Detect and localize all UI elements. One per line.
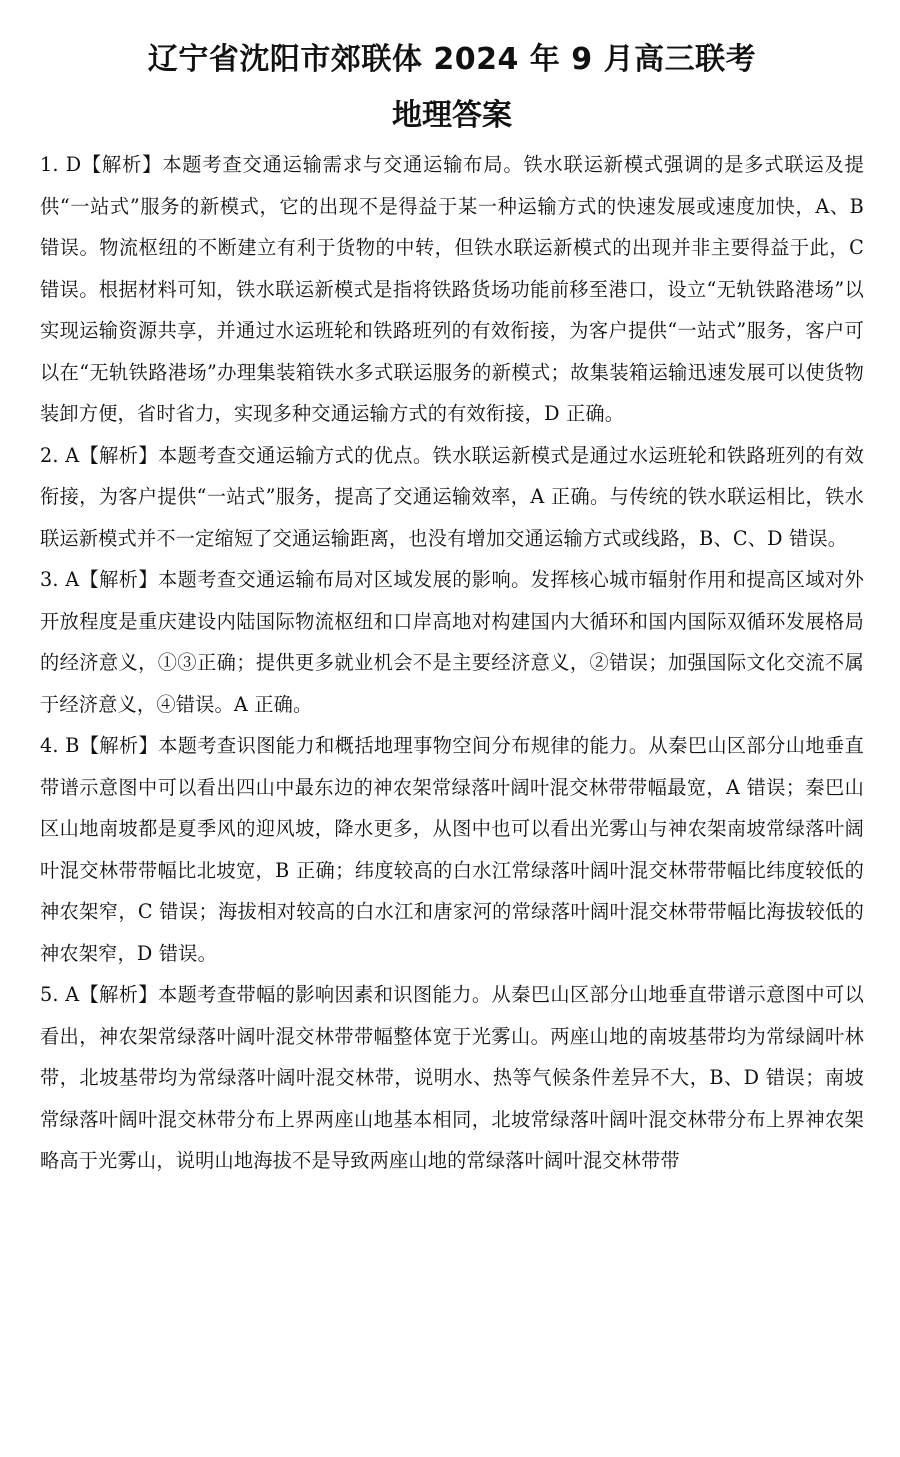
answer-item-3: 3. A【解析】本题考查交通运输布局对区域发展的影响。发挥核心城市辐射作用和提高区域对外开放程度是重庆建设内陆国际物流枢纽和口岸高地对构建国内大循环和国内国际双循环发展格局的经济意义，①③正确；提供更多就业机会不是主要经济意义，②错误；加强国际文化交流不属于经济意义，④错误。A 正确。 — [40, 568, 864, 716]
answer-item-1: 1. D【解析】本题考查交通运输需求与交通运输布局。铁水联运新模式强调的是多式联运及提供“一站式”服务的新模式，它的出现不是得益于某一种运输方式的快速发展或速度加快，A、B 错误。物流枢纽的不断建立有利于货物的中转，但铁水联运新模式的出现并非主要得益于此，C 错误。根据材料可知，铁水联运新模式是指将铁路货场功能前移至港口，设立“无轨铁路港场”以实现运输资源共享，并通过水运班轮和铁路班列的有效衔接，为客户提供“一站式”服务，客户可以在“无轨铁路港场”办理集装箱铁水多式联运服务的新模式；故集装箱运输迅速发展可以使货物装卸方便，省时省力，实现多种交通运输方式的有效衔接，D 正确。 — [40, 153, 864, 425]
answer-item-4: 4. B【解析】本题考查识图能力和概括地理事物空间分布规律的能力。从秦巴山区部分山地垂直带谱示意图中可以看出四山中最东边的神农架常绿落叶阔叶混交林带带幅最宽，A 错误；秦巴山区山地南坡都是夏季风的迎风坡，降水更多，从图中也可以看出光雾山与神农架南坡常绿落叶阔叶混交林带带幅比北坡宽，B 正确；纬度较高的白水江常绿落叶阔叶混交林带带幅比纬度较低的神农架窄，C 错误；海拔相对较高的白水江和唐家河的常绿落叶阔叶混交林带带幅比海拔较低的神农架窄，D 错误。 — [40, 734, 864, 965]
document-title: 辽宁省沈阳市郊联体 2024 年 9 月高三联考 — [147, 42, 757, 77]
answer-item-5: 5. A【解析】本题考查带幅的影响因素和识图能力。从秦巴山区部分山地垂直带谱示意图中可以看出，神农架常绿落叶阔叶混交林带带幅整体宽于光雾山。两座山地的南坡基带均为常绿阔叶林带，北坡基带均为常绿落叶阔叶混交林带，说明水、热等气候条件差异不大，B、D 错误；南坡常绿落叶阔叶混交林带分布上界两座山地基本相同，北坡常绿落叶阔叶混交林带分布上界神农架略高于光雾山，说明山地海拔不是导致两座山地的常绿落叶阔叶混交林带带 — [40, 983, 864, 1172]
document-subtitle: 地理答案 — [392, 98, 512, 133]
answer-item-2: 2. A【解析】本题考查交通运输方式的优点。铁水联运新模式是通过水运班轮和铁路班列的有效衔接，为客户提供“一站式”服务，提高了交通运输效率，A 正确。与传统的铁水联运相比，铁水联运新模式并不一定缩短了交通运输距离，也没有增加交通运输方式或线路，B、C、D 错误。 — [40, 443, 864, 550]
